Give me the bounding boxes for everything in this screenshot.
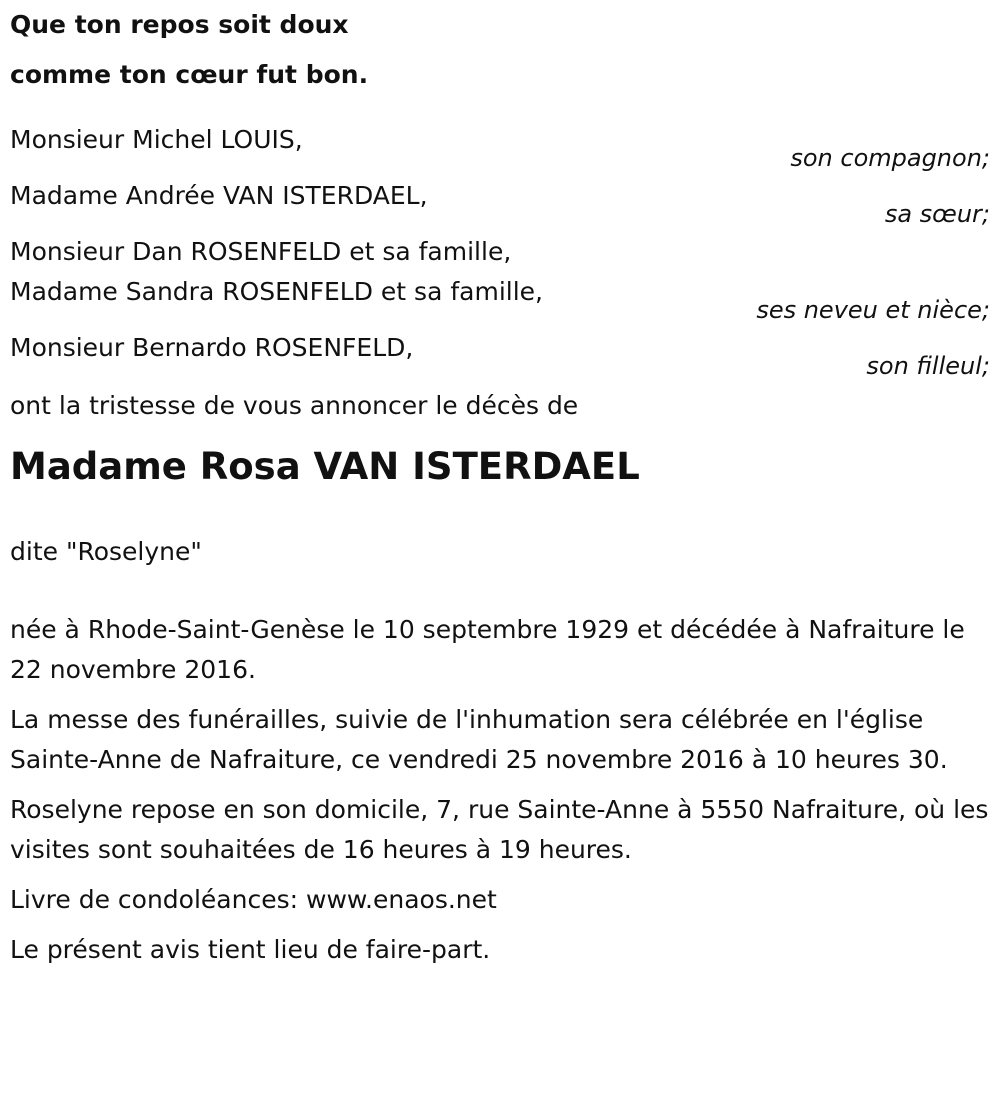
visitation-paragraph: Roselyne repose en son domicile, 7, rue Sainte-Anne à 5550 Nafraiture, où les visites sont souhaitées de 16 heures à 19 heures. — [10, 795, 989, 864]
epigraph — [10, 0, 990, 100]
obituary-notice — [10, 0, 990, 980]
deceased-name: Madame Rosa VAN ISTERDAEL — [10, 445, 640, 488]
family-member-name: Madame Andrée VAN ISTERDAEL, — [10, 181, 428, 210]
details-section — [10, 610, 990, 970]
family-entry-sister — [10, 176, 990, 226]
condolences-link[interactable]: www.enaos.net — [306, 885, 497, 914]
epigraph-line-1: Que ton repos soit doux — [10, 10, 349, 39]
family-member-name: Monsieur Dan ROSENFELD et sa famille, — [10, 237, 512, 266]
family-list — [10, 120, 990, 378]
family-relation: ses neveu et nièce; — [756, 296, 990, 324]
family-entry-nephew-niece — [10, 232, 990, 322]
birth-death-paragraph: née à Rhode-Saint-Genèse le 10 septembre 1929 et décédée à Nafraiture le 22 novembre 2016. — [10, 615, 965, 684]
family-relation: son filleul; — [866, 352, 990, 380]
condolences-label: Livre de condoléances: — [10, 885, 299, 914]
family-entry-godson — [10, 328, 990, 378]
epigraph-line-2: comme ton cœur fut bon. — [10, 60, 369, 89]
announcement-text: ont la tristesse de vous annoncer le décès de — [10, 391, 579, 420]
family-entry-companion — [10, 120, 990, 170]
family-relation: son compagnon; — [790, 144, 990, 172]
funeral-paragraph: La messe des funérailles, suivie de l'inhumation sera célébrée en l'église Sainte-Anne de Nafraiture, ce vendredi 25 novembre 2016 à 10 heures 30. — [10, 705, 948, 774]
notice-paragraph: Le présent avis tient lieu de faire-part. — [10, 935, 491, 964]
family-member-name: Monsieur Bernardo ROSENFELD, — [10, 333, 414, 362]
deceased-alias: dite "Roselyne" — [10, 537, 202, 566]
condolences-paragraph — [10, 880, 990, 920]
family-member-name: Monsieur Michel LOUIS, — [10, 125, 303, 154]
family-member-name: Madame Sandra ROSENFELD et sa famille, — [10, 277, 543, 306]
family-relation: sa sœur; — [884, 200, 990, 228]
